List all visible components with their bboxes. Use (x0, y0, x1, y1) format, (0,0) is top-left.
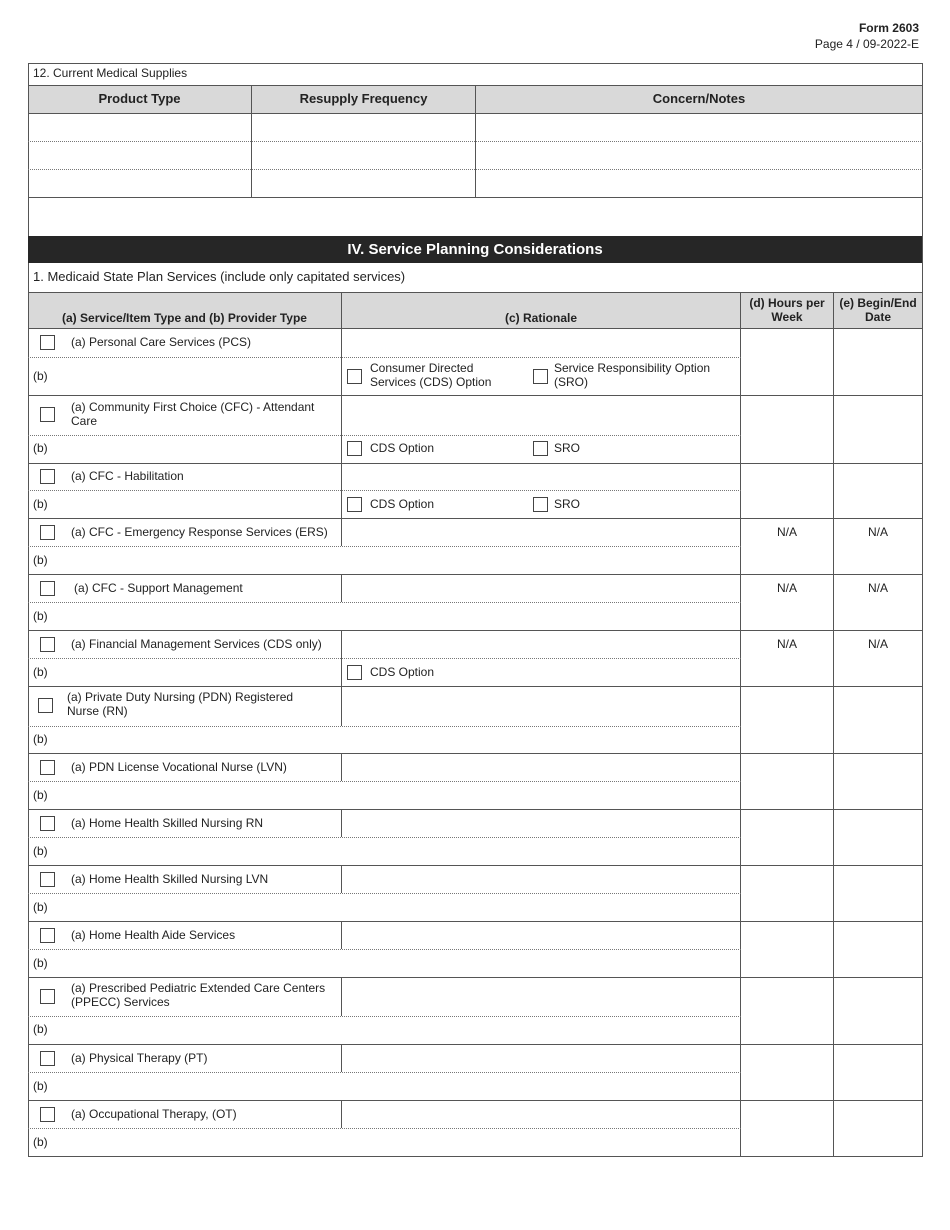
supply-row[interactable] (29, 114, 251, 141)
provider-ppecc: (b) (33, 1022, 48, 1036)
checkbox-cfc-habilitation[interactable] (40, 469, 55, 484)
checkbox-hh-aide[interactable] (40, 928, 55, 943)
checkbox-hh-lvn[interactable] (40, 872, 55, 887)
checkbox-cfc-habilitation-sro[interactable] (533, 497, 548, 512)
checkbox-hh-rn[interactable] (40, 816, 55, 831)
form-header (815, 20, 919, 52)
checkbox-cfc-attendant-cds[interactable] (347, 441, 362, 456)
provider-pdn-rn: (b) (33, 732, 48, 746)
option-fms-cds: CDS Option (370, 665, 435, 679)
service-pt: (a) Physical Therapy (PT) (71, 1051, 208, 1065)
section-subtitle: 1. Medicaid State Plan Services (include only capitated services) (33, 269, 406, 284)
provider-ot: (b) (33, 1135, 48, 1149)
service-cfc-ers: (a) CFC - Emergency Response Services (ERS) (71, 525, 328, 539)
checkbox-pdn-lvn[interactable] (40, 760, 55, 775)
service-pdn-lvn: (a) PDN License Vocational Nurse (LVN) (71, 760, 287, 774)
option-pcs-cds: Consumer Directed Services (CDS) Option (370, 361, 492, 389)
service-ppecc: (a) Prescribed Pediatric Extended Care Centers (PPECC) Services (71, 981, 326, 1009)
service-fms: (a) Financial Management Services (CDS only) (71, 637, 322, 651)
provider-pt: (b) (33, 1079, 48, 1093)
supply-row[interactable] (29, 142, 251, 169)
provider-pdn-lvn: (b) (33, 788, 48, 802)
provider-cfc-ers: (b) (33, 553, 48, 567)
col-resupply-frequency: Resupply Frequency (299, 91, 428, 106)
checkbox-ot[interactable] (40, 1107, 55, 1122)
col-hours-per-week: (d) Hours per Week (749, 296, 825, 324)
provider-cfc-habilitation: (b) (33, 497, 48, 511)
service-hh-lvn: (a) Home Health Skilled Nursing LVN (71, 872, 269, 886)
col-service-type: (a) Service/Item Type and (b) Provider Type (62, 311, 307, 325)
checkbox-pcs-cds[interactable] (347, 369, 362, 384)
col-product-type: Product Type (98, 91, 181, 106)
checkbox-pcs-sro[interactable] (533, 369, 548, 384)
service-cfc-support: (a) CFC - Support Management (74, 581, 243, 595)
checkbox-cfc-attendant-sro[interactable] (533, 441, 548, 456)
service-pdn-rn: (a) Private Duty Nursing (PDN) Registered Nurse (RN) (67, 690, 294, 718)
col-rationale: (c) Rationale (504, 311, 577, 325)
col-concern-notes: Concern/Notes (652, 91, 746, 106)
checkbox-fms[interactable] (40, 637, 55, 652)
service-pcs: (a) Personal Care Services (PCS) (71, 335, 252, 349)
form-number: Form 2603 (858, 21, 919, 35)
hours-cfc-ers: N/A (776, 525, 797, 539)
checkbox-cfc-support[interactable] (40, 581, 55, 596)
col-begin-end-date: (e) Begin/End Date (839, 296, 917, 324)
dates-cfc-support: N/A (867, 581, 888, 595)
provider-hh-aide: (b) (33, 956, 48, 970)
checkbox-pcs[interactable] (40, 335, 55, 350)
option-cfc-attendant-cds: CDS Option (370, 441, 435, 455)
service-hh-rn: (a) Home Health Skilled Nursing RN (71, 816, 264, 830)
provider-cfc-support: (b) (33, 609, 48, 623)
service-hh-aide: (a) Home Health Aide Services (71, 928, 236, 942)
provider-fms: (b) (33, 665, 48, 679)
supply-row[interactable] (29, 170, 251, 197)
checkbox-cfc-attendant[interactable] (40, 407, 55, 422)
checkbox-fms-cds[interactable] (347, 665, 362, 680)
section-title: IV. Service Planning Considerations (28, 236, 922, 263)
option-cfc-habilitation-cds: CDS Option (370, 497, 435, 511)
checkbox-cfc-habilitation-cds[interactable] (347, 497, 362, 512)
service-ot: (a) Occupational Therapy, (OT) (71, 1107, 237, 1121)
page-info: Page 4 / 09-2022-E (814, 37, 919, 51)
service-cfc-attendant: (a) Community First Choice (CFC) - Attendant Care (71, 400, 315, 428)
checkbox-ppecc[interactable] (40, 989, 55, 1004)
option-pcs-sro: Service Responsibility Option (SRO) (554, 361, 711, 389)
hours-fms: N/A (776, 637, 797, 651)
service-cfc-habilitation: (a) CFC - Habilitation (71, 469, 184, 483)
supplies-title: 12. Current Medical Supplies (33, 66, 188, 80)
dates-fms: N/A (867, 637, 888, 651)
checkbox-pt[interactable] (40, 1051, 55, 1066)
checkbox-pdn-rn[interactable] (38, 698, 53, 713)
checkbox-cfc-ers[interactable] (40, 525, 55, 540)
provider-cfc-attendant: (b) (33, 441, 48, 455)
provider-hh-lvn: (b) (33, 900, 48, 914)
hours-cfc-support: N/A (776, 581, 797, 595)
option-cfc-attendant-sro: SRO (554, 441, 581, 455)
option-cfc-habilitation-sro: SRO (554, 497, 581, 511)
dates-cfc-ers: N/A (867, 525, 888, 539)
provider-pcs: (b) (33, 369, 48, 383)
provider-hh-rn: (b) (33, 844, 48, 858)
